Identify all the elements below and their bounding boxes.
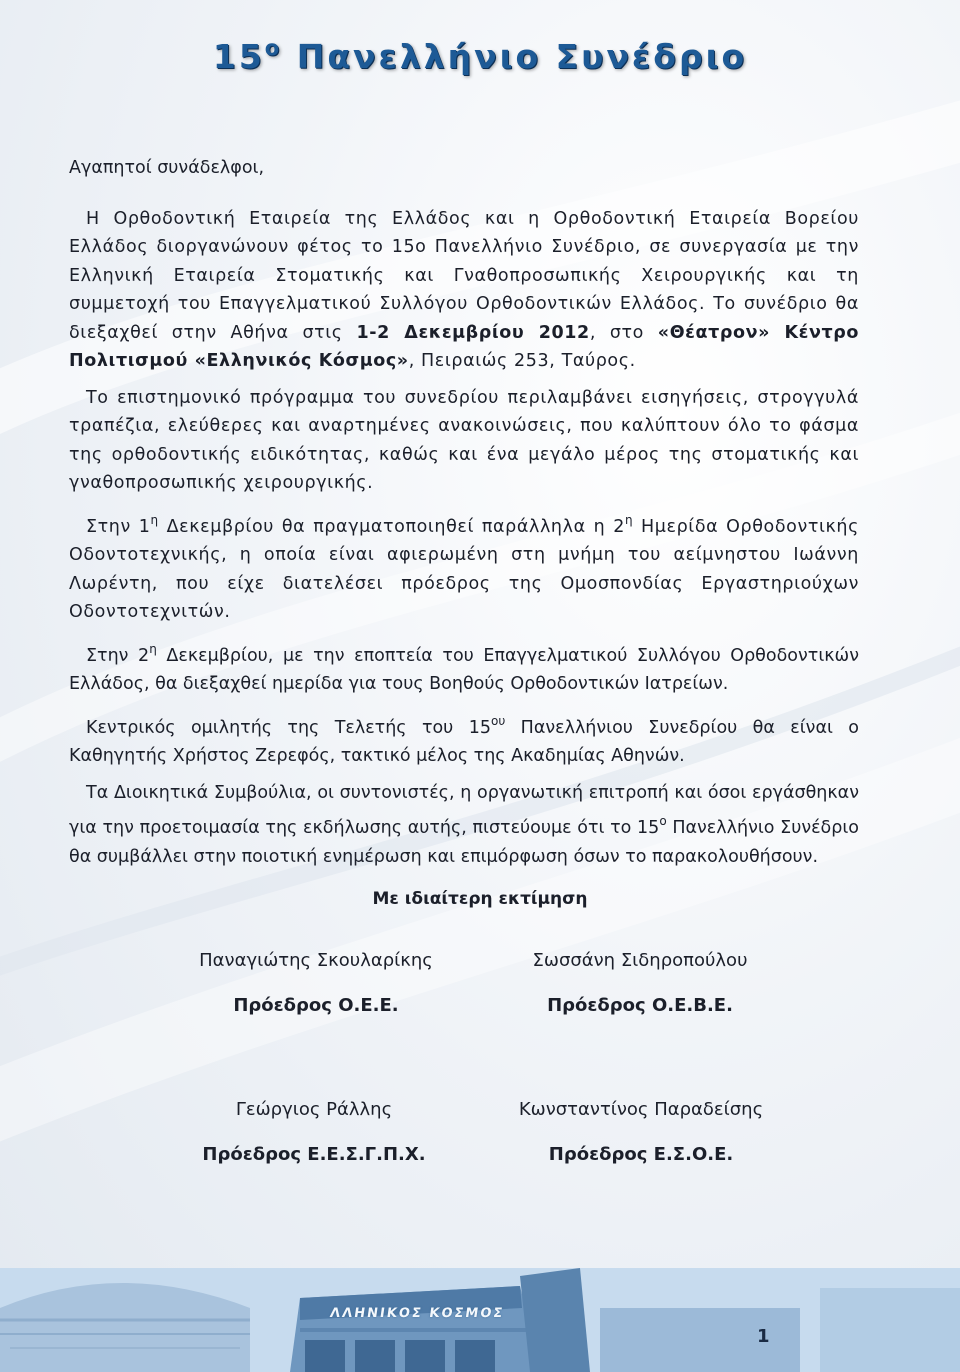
paragraph-thanks: Τα Διοικητικά Συμβούλια, οι συντονιστές, η οργανωτική επιτροπή και όσοι εργάσθηκαν για την προετοιμασία της εκδήλωσης αυτής, πιστεύουμε ότι το $15^o$ Πανελλήνιο Συνέδριο θα συμβάλλει στην ποιοτική ενημέρωση και επιμόρφωση όσων το παρακολουθήσουν. [69, 782, 860, 867]
page-number: 1 [757, 1326, 770, 1347]
signatory-role: Πρόεδρος Ε.Ε.Σ.Γ.Π.Χ. [202, 1144, 426, 1165]
signature-2 [450, 950, 830, 1016]
paragraph-assistants-day: Στην $2^\eta$ Δεκεμβρίου, με την εποπτεία του Επαγγελματικού Συλλόγου Ορθοδοντικών Ελλάδος, θα διεξαχθεί ημερίδα για τους Βοηθούς Ορθοδοντικών Ιατρείων. [69, 641, 859, 694]
letter-body [69, 154, 859, 879]
closing-line: Με ιδιαίτερη εκτίμηση [372, 889, 588, 909]
signature-3 [124, 1099, 504, 1165]
paragraph-programme: Το επιστημονικό πρόγραμμα του συνεδρίου περιλαμβάνει εισηγήσεις, στρογγυλά τραπέζια, ελεύθερες και αναρτημένες ανακοινώσεις, που καλύπτουν όλο το φάσμα της ορθοδοντικής ειδικότητας, καθώς και ένα μεγάλο μέρος της στοματικής και γναθοπροσωπικής χειρουργικής. [69, 387, 859, 493]
signatory-role: Πρόεδρος Ο.Ε.Ε. [233, 995, 399, 1016]
signatory-name: Γεώργιος Ράλλης [235, 1099, 393, 1120]
signatory-role: Πρόεδρος Ο.Ε.Β.Ε. [547, 995, 733, 1016]
signatory-name: Σωσσάνη Σιδηροπούλου [532, 950, 748, 971]
signature-1 [126, 950, 506, 1016]
paragraph-intro: Η Ορθοδοντική Εταιρεία της Ελλάδος και η Ορθοδοντική Εταιρεία Βορείου Ελλάδος διοργανώνουν φέτος το 15ο Πανελλήνιο Συνέδριο, σε συνεργασία με την Ελληνική Εταιρεία Στοματικής και Γναθοπροσωπικής Χειρουργικής και τη συμμετοχή του Επαγγελματικού Συλλόγου Ορθοδοντικών Ελλάδος. Το συνέδριο θα διεξαχθεί στην Αθήνα στις 1-2 Δεκεμβρίου 2012, στο «Θέατρον» Κέντρο Πολιτισμού «Ελληνικός Κόσμος», Πειραιώς 253, Ταύρος. [69, 208, 859, 371]
signatory-role: Πρόεδρος Ε.Σ.Ο.Ε. [548, 1144, 734, 1165]
signature-4 [451, 1099, 831, 1165]
paragraph-keynote: Κεντρικός ομιλητής της Τελετής του $15^{o\upsilon}$ Πανελλήνιου Συνεδρίου θα είναι ο Καθηγητής Χρήστος Ζερεφός, τακτικό μέλος της Ακαδημίας Αθηνών. [69, 713, 859, 766]
footer-building-photo [0, 1268, 960, 1372]
paragraph-technician-day: Στην $1^\eta$ Δεκεμβρίου θα πραγματοποιηθεί παράλληλα η $2^\eta$ Ημερίδα Ορθοδοντικής Οδοντοτεχνικής, η οποία είναι αφιερωμένη στη μνήμη του αείμνηστου Ιωάννη Λωρέντη, που είχε διατελέσει πρόεδρος της Ομοσπονδίας Εργαστηριούχων Οδοντοτεχνιτών. [69, 512, 859, 622]
page-title: $15^o$ Πανελλήνιο Συνέδριο [212, 36, 748, 76]
building-sign: ΛΛΗΝΙΚΟΣ ΚΟΣΜΟΣ [328, 1306, 506, 1321]
greeting: Αγαπητοί συνάδελφοι, [69, 158, 265, 178]
signatory-name: Κωνσταντίνος Παραδείσης [518, 1099, 764, 1120]
signatory-name: Παναγιώτης Σκουλαρίκης [199, 950, 433, 971]
